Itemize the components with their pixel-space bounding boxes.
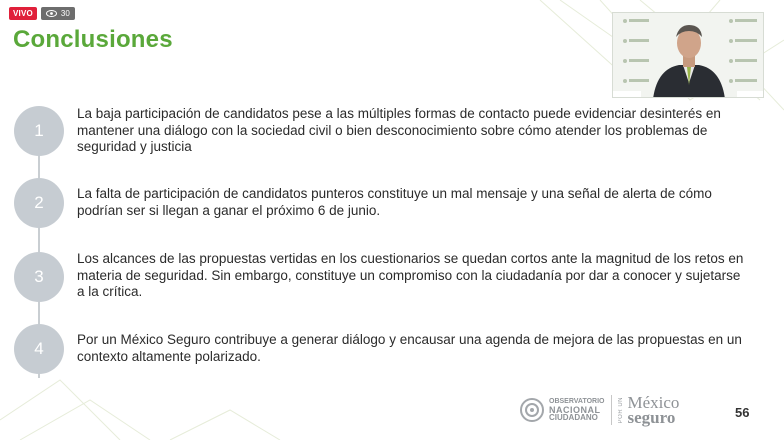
- viewer-count: [41, 7, 75, 20]
- step-number-1: 1: [14, 106, 64, 156]
- observatorio-logo: [520, 398, 605, 422]
- live-badge: VIVO: [9, 7, 37, 20]
- onc-logo-line-1: OBSERVATORIO: [549, 398, 605, 405]
- observatorio-emblem-icon: [520, 398, 544, 422]
- pms-logo-line-1: México: [627, 393, 680, 412]
- eye-icon: [46, 10, 57, 17]
- conclusion-text-4: Por un México Seguro contribuye a generar diálogo y encausar una agenda de mejora de las propuestas en un contexto altamente polarizado.: [77, 332, 742, 364]
- onc-logo-line-2: NACIONAL: [549, 405, 601, 415]
- live-indicator: [9, 7, 75, 20]
- speaker-video[interactable]: [612, 12, 764, 98]
- conclusion-text-3: Los alcances de las propuestas vertidas en los cuestionarios se quedan cortos ante la magnitud de los retos en materia de seguridad. Sin embargo, constituye un compromiso con la ciudadanía por dar a conocer y sujetarse a la crítica.: [77, 251, 744, 299]
- por-un-mexico-seguro-logo: [618, 395, 680, 425]
- speaker-video-frame: [613, 13, 764, 98]
- slide-title: Conclusiones: [13, 26, 173, 53]
- step-number-2: 2: [14, 178, 64, 228]
- page-number: 56: [735, 405, 750, 420]
- footer-logos: [520, 395, 679, 425]
- viewer-count-value: 30: [60, 9, 70, 18]
- conclusion-text-2: La falta de participación de candidatos punteros constituye un mal mensaje y una señal de alerta de cómo podrían ser si llegan a ganar el próximo 6 de junio.: [77, 186, 712, 218]
- pms-logo-small: POR UN: [617, 396, 624, 424]
- logo-divider: [611, 395, 612, 425]
- pms-logo-line-2: seguro: [627, 408, 676, 427]
- conclusion-text-1: La baja participación de candidatos pese a las múltiples formas de contacto puede evidenciar desinterés en mantener una diálogo con la sociedad civil o bien desconocimiento sobre cómo atender los problemas de seguridad y justicia: [77, 106, 721, 154]
- step-number-4: 4: [14, 324, 64, 374]
- step-number-3: 3: [14, 252, 64, 302]
- onc-logo-line-3: CIUDADANO: [549, 413, 598, 422]
